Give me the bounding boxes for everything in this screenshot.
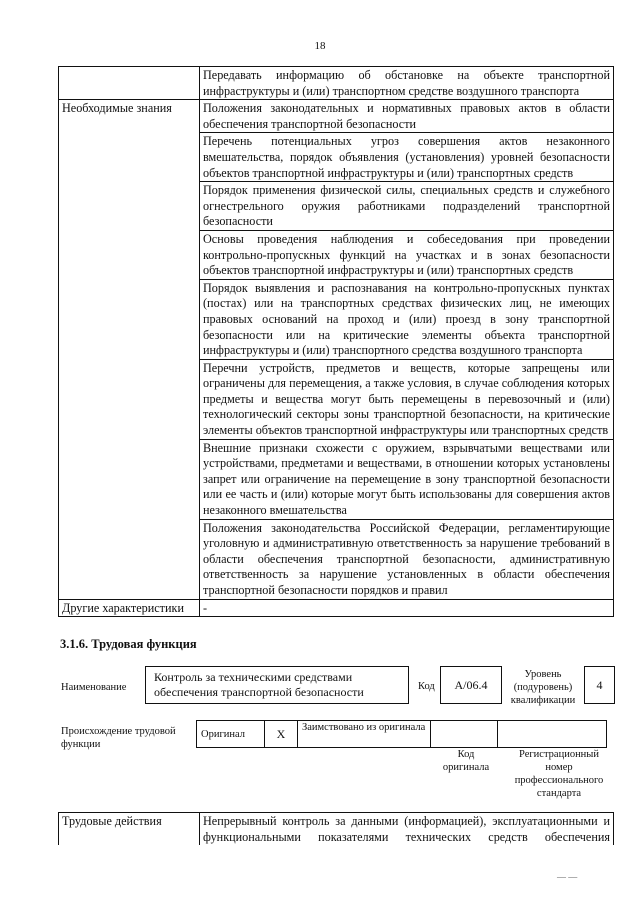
section-title: 3.1.6. Трудовая функция (60, 637, 197, 651)
function-code-box: A/06.4 (440, 666, 502, 704)
original-mark: X (265, 721, 298, 748)
qualification-level-box: 4 (584, 666, 615, 704)
row-label (59, 67, 200, 100)
function-name-box: Контроль за техническими средствами обеспечения транспортной безопасности (145, 666, 409, 704)
row-text: Порядок выявления и распознавания на контрольно-пропускных пунктах (постах) или на транспортных средствах физических лиц, не имеющих правовых оснований на проход и (или) проезд в зону транспортной безопасности или на критические элементы объекта транспортной инфраструктуры и (или) транспортного средства воздушного транспорта (200, 279, 614, 359)
scan-mark: — — (557, 872, 578, 882)
row-label-required-knowledge: Необходимые знания (59, 100, 200, 599)
origin-label: Происхождение трудовой функции (61, 726, 176, 750)
name-label: Наименование (61, 682, 127, 693)
reg-number-caption: Регистрационный номер профессионального стандарта (514, 749, 604, 799)
row-text: Передавать информацию об обстановке на объекте транспортной инфраструктуры и (или) транспортном средстве воздушного транспорта (200, 67, 614, 100)
knowledge-table (58, 66, 614, 617)
original-label: Оригинал (197, 721, 265, 748)
row-text: - (200, 599, 614, 617)
table-row (59, 100, 614, 133)
reg-number-cell (498, 721, 607, 748)
qualification-level-label: Уровень (подуровень) квалификации (510, 669, 576, 706)
actions-table (58, 812, 614, 845)
row-text: Перечень потенциальных угроз совершения актов незаконного вмешательства, порядок объявления (установления) уровней безопасности объектов транспортной инфраструктуры и (или) транспортных средств (200, 133, 614, 182)
borrowed-label: Заимствовано из оригинала (298, 721, 431, 748)
actions-label: Трудовые действия (59, 813, 200, 846)
row-text: Перечни устройств, предметов и веществ, которые запрещены или ограничены для перемещения, а также условия, в случае соблюдения которых предметы и вещества могут быть перемещены в перевозочный и (или) технологический секторы зоны транспортной безопасности, на критические элементы объектов транспортной инфраструктуры или транспортных средств (200, 359, 614, 439)
row-text: Порядок применения физической силы, специальных средств и служебного огнестрельного оружия работниками подразделений транспортной безопасности (200, 182, 614, 231)
row-text: Внешние признаки схожести с оружием, взрывчатыми веществами или устройствами, предметами и веществами, в отношении которых установлены запрет или ограничение на перемещение в зону транспортной безопасности или ее часть и (или) которые могут быть использованы для совершения актов незаконного вмешательства (200, 439, 614, 519)
origin-grid (196, 720, 607, 748)
actions-text: Непрерывный контроль за данными (информацией), эксплуатационными и функциональными показателями технических средств обеспечения (200, 813, 614, 846)
row-label-other: Другие характеристики (59, 599, 200, 617)
table-row (59, 813, 614, 846)
page-number: 18 (314, 40, 326, 52)
row-text: Положения законодательства Российской Федерации, регламентирующие уголовную и административную ответственность за нарушение требований в области обеспечения транспортной безопасности, административную ответственность за нарушение установленных в области обеспечения транспортной безопасности порядков и правил (200, 519, 614, 599)
row-text: Основы проведения наблюдения и собеседования при проведении контрольно-пропускных функций на участках и в зонах безопасности объектов транспортной инфраструктуры и (или) транспортных средств (200, 230, 614, 279)
table-row (59, 67, 614, 100)
code-original-cell (431, 721, 498, 748)
code-label: Код (418, 681, 435, 692)
code-original-caption: Код оригинала (442, 749, 490, 773)
row-text: Положения законодательных и нормативных правовых актов в области обеспечения транспортной безопасности (200, 100, 614, 133)
table-row (59, 599, 614, 617)
